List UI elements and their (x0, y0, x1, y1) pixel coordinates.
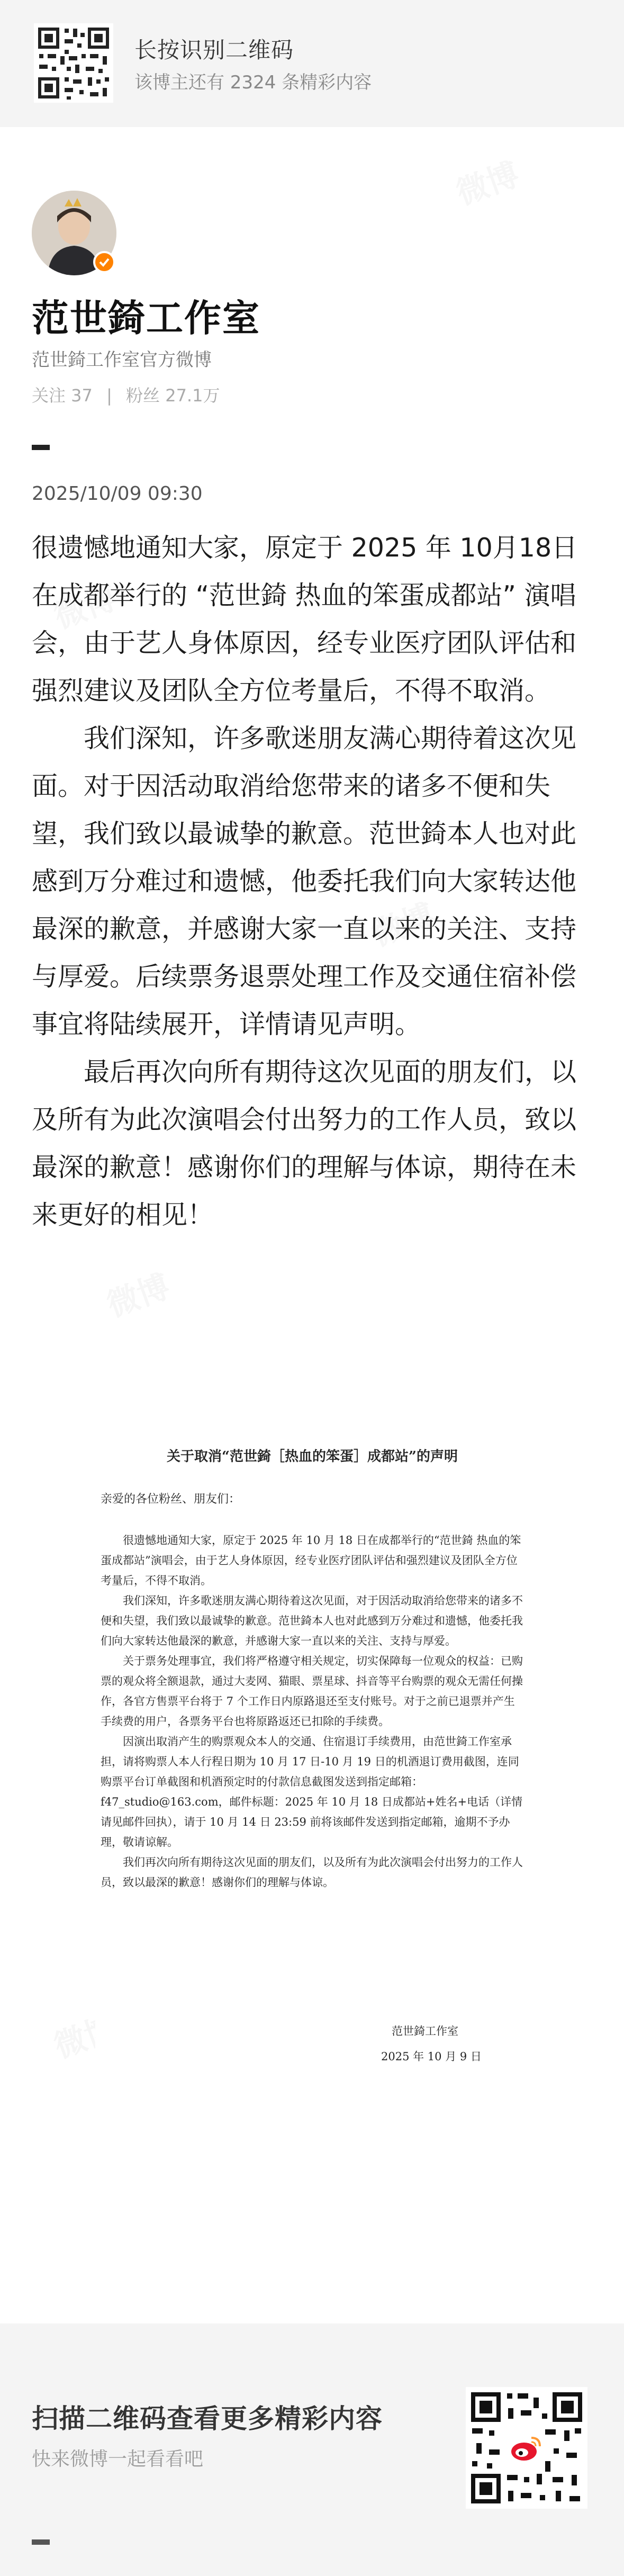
profile-stats (32, 382, 220, 407)
profile-description: 范世錡工作室官方微博 (32, 349, 212, 371)
post-paragraph: 很遗憾地通知大家，原定于 2025 年 10月18日在成都举行的 “范世錡 热血的笨蛋成都站” 演唱会，由于艺人身体原因，经专业医疗团队评估和强烈建议及团队全方位考量后，不得不取消。 (32, 533, 578, 706)
home-indicator (32, 2539, 50, 2545)
banner-title: 长按识别二维码 (134, 37, 294, 63)
followers-count[interactable]: 粉丝 27.1万 (126, 385, 220, 406)
stats-separator: | (106, 385, 112, 406)
statement-title: 关于取消“范世錡［热血的笨蛋］成都站”的声明 (167, 1449, 458, 1465)
footer-qr-panel (0, 2323, 624, 2576)
statement-paragraph: 关于票务处理事宜，我们将严格遵守相关规定，切实保障每一位观众的权益：已购票的观众将全额退款，通过大麦网、猫眼、票星球、抖音等平台购票的观众无需任何操作，各官方售票平台将于 7 个工作日内原路退还至支付账号。对于之前已退票并产生手续费的用户，各票务平台也将原路返还已扣除的手续费。 (101, 1655, 523, 1728)
statement-body (101, 1530, 524, 1892)
statement-paragraph: 我们再次向所有期待这次见面的朋友们，以及所有为此次演唱会付出努力的工作人员，致以最深的歉意！感谢你们的理解与体谅。 (101, 1856, 523, 1889)
post-paragraph: 最后再次向所有期待这次见面的朋友们，以及所有为此次演唱会付出努力的工作人员，致以最深的歉意！感谢你们的理解与体谅，期待在未来更好的相见！ (32, 1057, 577, 1230)
qr-code-icon[interactable] (466, 2387, 587, 2509)
watermark-text (100, 1261, 175, 1326)
statement-paragraph: 因演出取消产生的购票观众本人的交通、住宿退订手续费用，由范世錡工作室承担，请将购票人本人行程日期为 10 月 17 日-10 月 19 日的机酒退订费用截图，连同购票平台订单截图和机酒预定时的付款信息截图发送到指定邮箱：f47_studio@163.com，邮件标题：2025 年 10 月 18 日成都站+姓名+电话（详情请见邮件回执），请于 10 月 14 日 23:59 前将该邮件发送到指定邮箱，逾期不予办理，敬请谅解。 (101, 1735, 523, 1848)
banner-subtitle: 该博主还有 2324 条精彩内容 (134, 72, 372, 93)
footer-title: 扫描二维码查看更多精彩内容 (32, 2403, 383, 2434)
verified-badge-icon (93, 251, 115, 273)
statement-image[interactable] (95, 1424, 529, 2219)
post-paragraph: 我们深知，许多歌迷朋友满心期待着这次见面。对于因活动取消给您带来的诸多不便和失望，我们致以最诚挚的歉意。范世錡本人也对此感到万分难过和遗憾，他委托我们向大家转达他最深的歉意，并感谢大家一直以来的关注、支持与厚爱。后续票务退票处理工作及交通住宿补偿事宜将陆续展开，详情请见声明。 (32, 723, 577, 1039)
following-count[interactable]: 关注 37 (32, 385, 93, 406)
qr-code-icon[interactable] (34, 23, 113, 103)
qr-banner (0, 0, 624, 127)
statement-paragraph: 很遗憾地通知大家，原定于 2025 年 10 月 18 日在成都举行的“范世錡 热血的笨蛋成都站”演唱会，由于艺人身体原因，经专业医疗团队评估和强烈建议及团队全方位考量后，不得不取消。 (101, 1534, 521, 1587)
footer-subtitle: 快来微博一起看看吧 (32, 2448, 204, 2470)
statement-signature: 范世錡工作室 (392, 2025, 458, 2038)
statement-paragraph: 我们深知，许多歌迷朋友满心期待着这次见面，对于因活动取消给您带来的诸多不便和失望，我们致以最诚挚的歉意。范世錡本人也对此感到万分难过和遗憾，他委托我们向大家转达他最深的歉意，并感谢大家一直以来的关注、支持与厚爱。 (101, 1594, 523, 1647)
post-content (32, 524, 593, 1239)
profile-name[interactable]: 范世錡工作室 (32, 297, 260, 340)
section-divider (32, 445, 50, 450)
watermark-text (449, 149, 524, 214)
statement-salutation: 亲爱的各位粉丝、朋友们： (101, 1493, 241, 1506)
statement-date: 2025 年 10 月 9 日 (381, 2050, 482, 2063)
post-timestamp: 2025/10/09 09:30 (32, 483, 203, 505)
